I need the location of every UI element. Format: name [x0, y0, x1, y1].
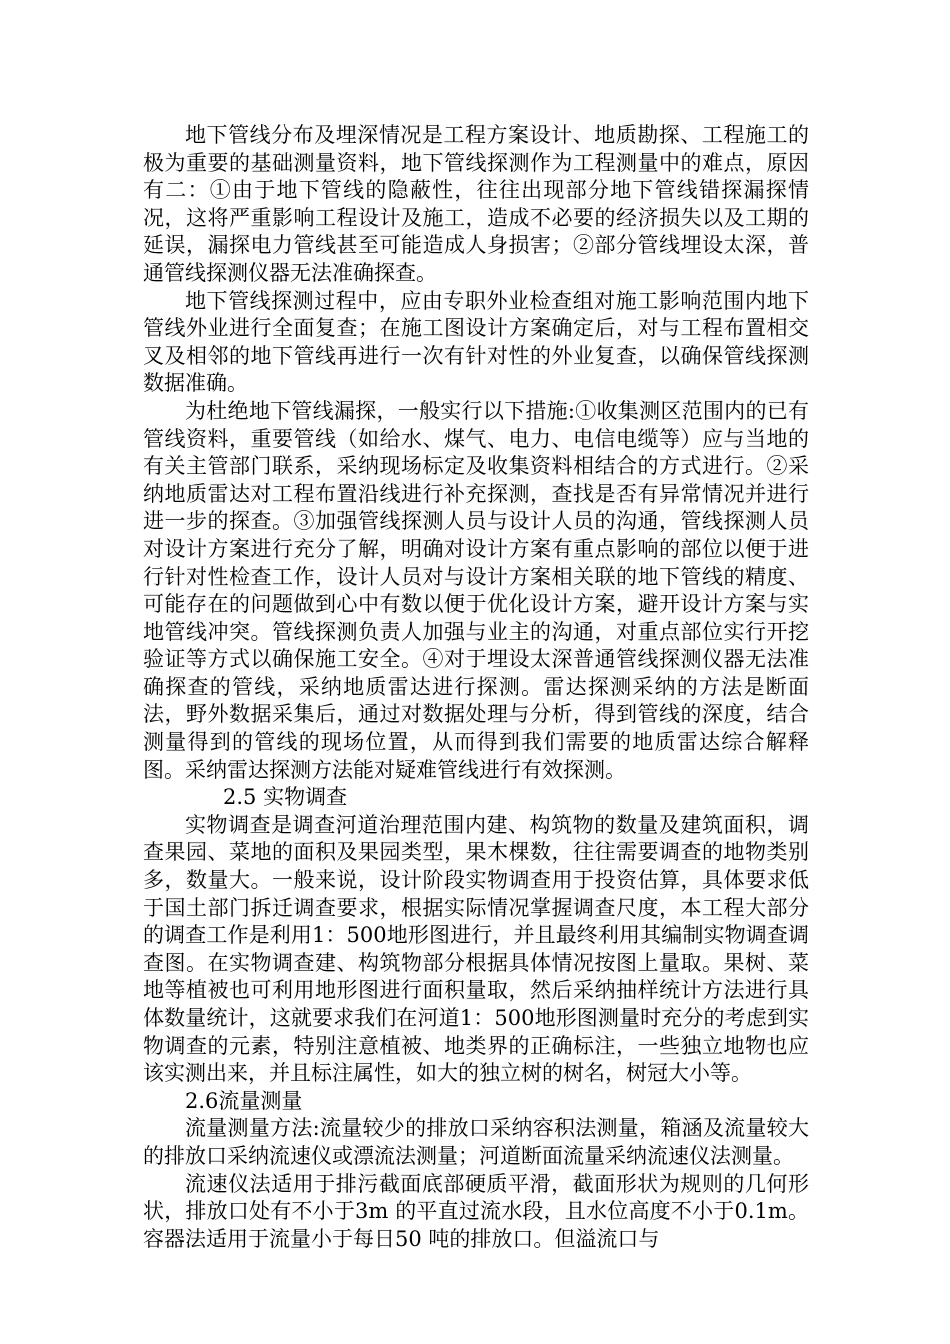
document-body: [143, 122, 809, 1253]
paragraph-pipeline-review: 地下管线探测过程中，应由专职外业检查组对施工影响范围内地下管线外业进行全面复查；在施工图设计方案确定后，对与工程布置相交叉及相邻的地下管线再进行一次有针对性的外业复查，以确保管线探测数据准确。: [143, 288, 809, 396]
section-heading-2-5: 2.5 实物调查: [223, 785, 348, 810]
paragraph-pipeline-measures: 为杜绝地下管线漏探，一般实行以下措施:①收集测区范围内的已有管线资料，重要管线（如给水、煤气、电力、电信电缆等）应与当地的有关主管部门联系，采纳现场标定及收集资料相结合的方式进行。②采纳地质雷达对工程布置沿线进行补充探测，查找是否有异常情况并进行进一步的探查。③加强管线探测人员与设计人员的沟通，管线探测人员对设计方案进行充分了解，明确对设计方案有重点影响的部位以便于进行针对性检查工作，设计人员对与设计方案相关联的地下管线的精度、可能存在的问题做到心中有数以便于优化设计方案，避开设计方案与实地管线冲突。管线探测负责人加强与业主的沟通，对重点部位实行开挖验证等方式以确保施工安全。④对于埋设太深普通管线探测仪器无法准确探查的管线，采纳地质雷达进行探测。雷达探测采纳的方法是断面法，野外数据采集后，通过对数据处理与分析，得到管线的深度，结合测量得到的管线的现场位置，从而得到我们需要的地质雷达综合解释图。采纳雷达探测方法能对疑难管线进行有效探测。: [143, 398, 809, 782]
paragraph-flow-methods: 流量测量方法:流量较少的排放口采纳容积法测量，箱涵及流量较大的排放口采纳流速仪或漂流法测量；河道断面流量采纳流速仪法测量。: [143, 1116, 809, 1168]
paragraph-flow-meter: 流速仪法适用于排污截面底部硬质平滑，截面形状为规则的几何形状，排放口处有不小于3m 的平直过流水段，且水位高度不小于0.1m。容器法适用于流量小于每日50 吨的排放口。但溢流口与: [143, 1171, 809, 1251]
section-heading-2-6: 2.6流量测量: [185, 1088, 303, 1113]
paragraph-pipeline-intro: 地下管线分布及埋深情况是工程方案设计、地质勘探、工程施工的极为重要的基础测量资料，地下管线探测作为工程测量中的难点，原因有二：①由于地下管线的隐蔽性，往往出现部分地下管线错探漏探情况，这将严重影响工程设计及施工，造成不必要的经济损失以及工期的延误，漏探电力管线甚至可能造成人身损害；②部分管线埋设太深，普通管线探测仪器无法准确探查。: [143, 123, 809, 285]
paragraph-physical-survey: 实物调查是调查河道治理范围内建、构筑物的数量及建筑面积，调查果园、菜地的面积及果园类型，果木棵数，往往需要调查的地物类别多，数量大。一般来说，设计阶段实物调查用于投资估算，具体要求低于国土部门拆迁调查要求，根据实际情况掌握调查尺度，本工程大部分的调查工作是利用1：500地形图进行，并且最终利用其编制实物调查调查图。在实物调查建、构筑物部分根据具体情况按图上量取。果树、菜地等植被也可利用地形图进行面积量取，然后采纳抽样统计方法进行具体数量统计，这就要求我们在河道1：500地形图测量时充分的考虑到实物调查的元素，特别注意植被、地类界的正确标注，一些独立地物也应该实测出来，并且标注属性，如大的独立树的树名，树冠大小等。: [143, 812, 809, 1086]
